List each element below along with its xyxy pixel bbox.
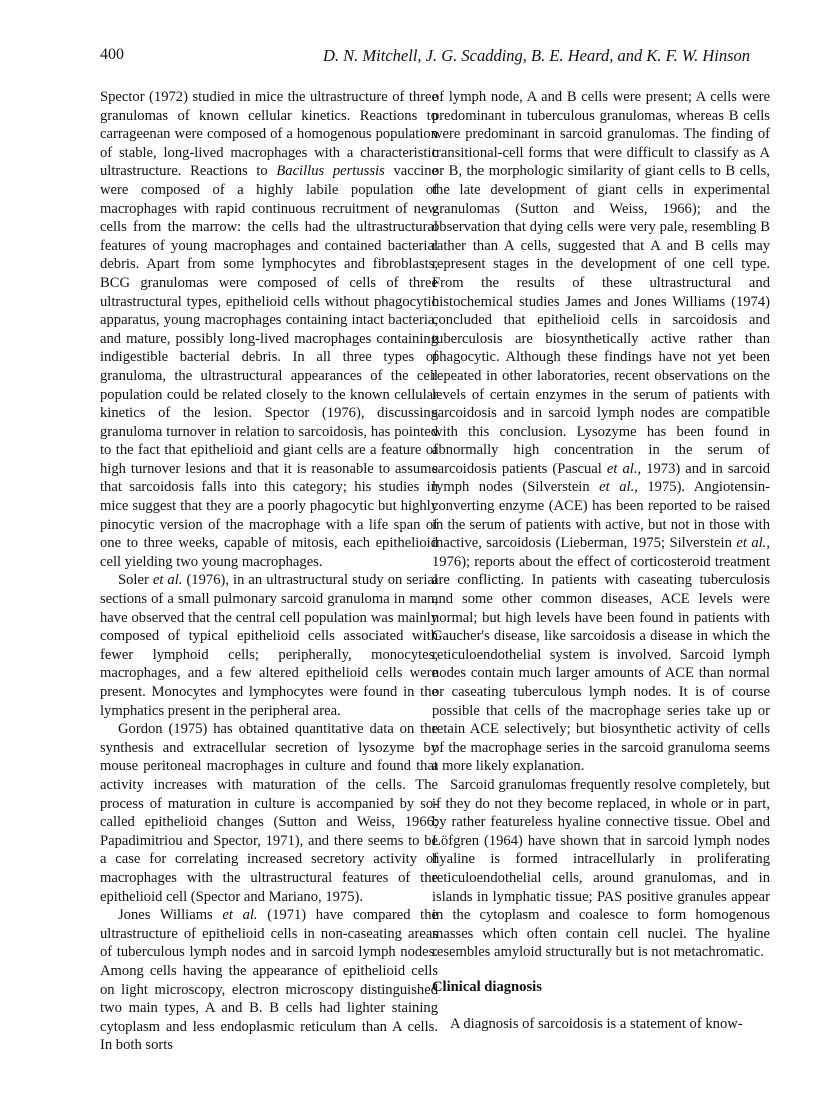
- section-heading-clinical-diagnosis: Clinical diagnosis: [432, 978, 542, 995]
- paragraph-spector: Spector (1972) studied in mice the ultrastructure of three granulomas of known cellular kinetics. Reactions to carrageenan were composed of a homogenous population of stable, long-lived macrophages with a characteristic ultrastructure. Reactions to Bacillus pertussis vaccine were composed of a highly labile population of macrophages with rapid continuous recruitment of new cells from the marrow: the cells had the ultrastructural features of young macrophages and contained bacterial debris. Apart from some lymphocytes and fibroblasts, BCG granulomas were composed of cells of three ultrastructural types, epithelioid cells without phagocytic apparatus, young macrophages containing intact bacteria, and mature, possibly long-lived macrophages containing indigestible bacterial debris. In all three types of granuloma, the ultrastructural appearances of the cell population could be related closely to the known cellular kinetics of the lesion. Spector (1976), discussing granuloma turnover in relation to sarcoidosis, has pointed to the fact that epithelioid and giant cells are a feature of high turnover lesions and that it is reasonable to assume that sarcoidosis falls into this category; his studies in mice suggest that they are a poorly phagocytic but highly pinocytic version of the macrophage with a life span of one to three weeks, capable of mitosis, each epithelioid cell yielding two young macrophages.: [100, 89, 438, 570]
- paragraph-hyaline: Sarcoid granulomas frequently resolve completely, but if they do not they become replaced, in whole or in part, by rather featureless hyaline connective tissue. Obel and Löfgren (1964) have shown that in sarcoid lymph nodes hyaline is formed intracellularly in proliferating reticuloendothelial cells, around granulomas, and in islands in lymphatic tissue; PAS positive granules appear in the cytoplasm and coalesce to form homogenous masses which often contain cell nuclei. The hyaline resembles amyloid structurally but is not metachromatic.: [432, 776, 770, 961]
- running-head-authors: D. N. Mitchell, J. G. Scadding, B. E. Heard, and K. F. W. Hinson: [323, 46, 750, 65]
- paragraph-jones-williams: Jones Williams et al. (1971) have compared the ultrastructure of epithelioid cells in non-caseating areas of tuberculous lymph nodes and in sarcoid lymph nodes. Among cells having the appearance of epithelioid cells on light microscopy, electron microscopy distinguished two main types, A and B. B cells had lighter staining cytoplasm and less endoplasmic reticulum than A cells. In both sorts: [100, 907, 438, 1054]
- page-header: [100, 46, 750, 76]
- paragraph-lymph-node: of lymph node, A and B cells were present; A cells were predominant in tuberculous granulomas, whereas B cells were predominant in sarcoid granulomas. The finding of transitional-cell forms that were difficult to classify as A or B, the morphologic similarity of giant cells to B cells, the late development of giant cells in experimental granulomas (Sutton and Weiss, 1966); and the observation that dying cells were very pale, resembling B rather than A cells, suggested that A and B cells may represent stages in the development of one cell type. From the results of these ultrastructural and histochemical studies James and Jones Williams (1974) concluded that epithelioid cells in sarcoidosis and tuberculosis are biosynthetically active rather than phagocytic. Although these findings have not yet been repeated in other laboratories, recent observations on the levels of certain enzymes in the serum of patients with sarcoidosis and in sarcoid lymph nodes are compatible with this conclusion. Lysozyme has been found in abnormally high concentration in the serum of sarcoidosis patients (Pascual et al., 1973) and in sarcoid lymph nodes (Silverstein et al., 1975). Angiotensin-converting enzyme (ACE) has been reported to be raised in the serum of patients with active, but not in those with inactive, sarcoidosis (Lieberman, 1975; Silverstein et al., 1976); reports about the effect of corticosteroid treatment are conflicting. In patients with caseating tuberculosis and some other common diseases, ACE levels were normal; but high levels have been found in patients with Gaucher's disease, like sarcoidosis a disease in which the reticuloendothelial system is involved. Sarcoid lymph nodes contain much larger amounts of ACE than normal or caseating tuberculous lymph nodes. It is of course possible that cells of the macrophage series take up or retain ACE selectively; but biosynthetic activity of cells of the macrophage series in the sarcoid granuloma seems a more likely explanation.: [432, 89, 770, 775]
- paragraph-soler: Soler et al. (1976), in an ultrastructural study on serial sections of a small pulmonary sarcoid granuloma in man, have observed that the central cell population was mainly composed of typical epithelioid cells associated with fewer lymphoid cells; peripherally, monocytes, macrophages, and a few altered epithelioid cells were present. Monocytes and lymphocytes were found in the lymphatics present in the peripheral area.: [100, 572, 438, 719]
- page-number: 400: [100, 46, 124, 63]
- paragraph-gordon: Gordon (1975) has obtained quantitative data on the synthesis and extracellular secretion of lysozyme by mouse peritoneal macrophages in culture and found that activity increases with maturation of the cells. The process of maturation in culture is accompanied by so-called epithelioid changes (Sutton and Weiss, 1966; Papadimitriou and Spector, 1971), and there seems to be a case for correlating increased secretory activity of macrophages with the ultrastructural features of the epithelioid cell (Spector and Mariano, 1975).: [100, 721, 438, 905]
- paragraph-diagnosis-start: A diagnosis of sarcoidosis is a statement of know-: [450, 1015, 743, 1032]
- right-column: [432, 88, 770, 1033]
- left-column: [100, 88, 438, 1055]
